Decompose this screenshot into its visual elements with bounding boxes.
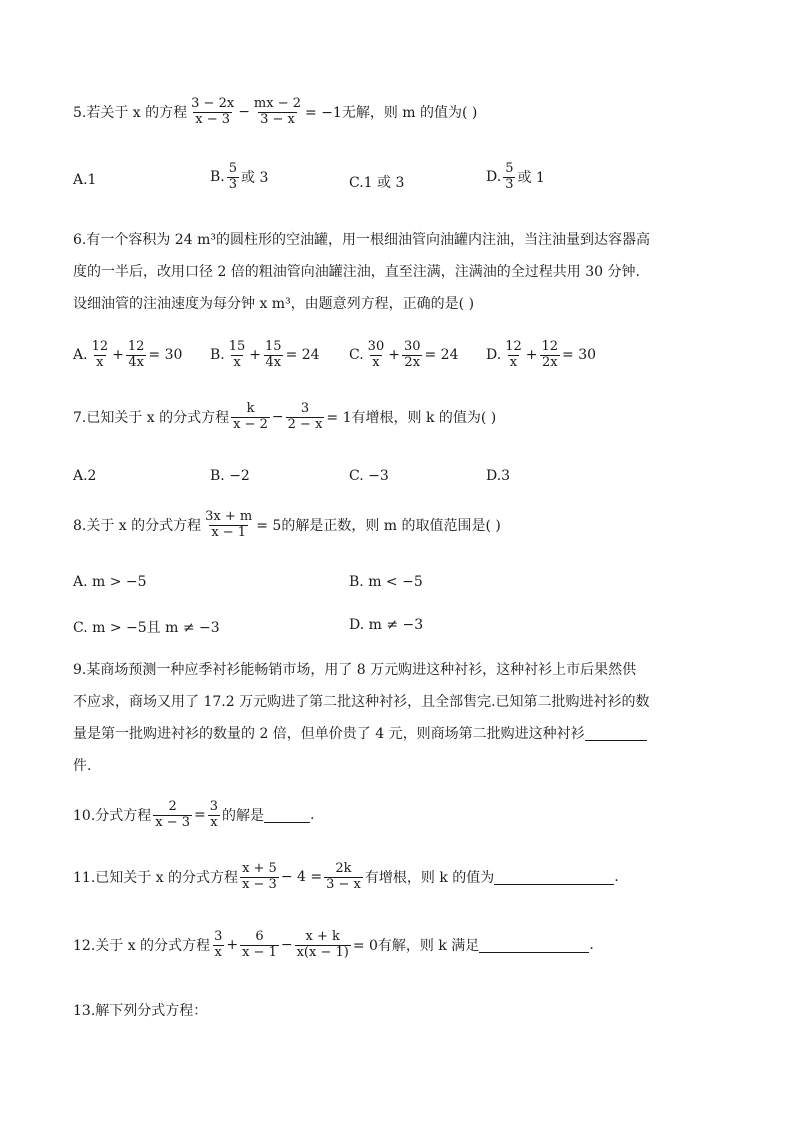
q10-fraction-2: $\frac{3}{x}$ <box>209 799 219 830</box>
question-8: 8.关于 x 的分式方程 $\frac{3x + m}{x - 1}$ = 5的解是正数，则 m 的取值范围是( ) <box>73 509 501 540</box>
q7-option-d: D.3 <box>486 468 511 484</box>
q11-answer-blank[interactable] <box>494 870 614 885</box>
q8-fraction: $\frac{3x + m}{x - 1}$ <box>205 509 253 540</box>
q5-fraction-1: $\frac{3 - 2x}{x - 3}$ <box>191 96 235 127</box>
q7-option-a: A.2 <box>73 468 97 484</box>
q6-line-3: 设细油管的注油速度为每分钟 x m³，由题意列方程，正确的是( ) <box>73 296 475 312</box>
q6-line-2: 度的一半后，改用口径 2 倍的粗油管向油罐注油，直至注满，注满油的全过程共用 30 分钟. <box>73 264 640 280</box>
q10-fraction-1: $\frac{2}{x - 3}$ <box>155 799 191 830</box>
question-10: 10.分式方程 $\frac{2}{x - 3}$ = $\frac{3}{x}$ 的解是 . <box>73 799 315 830</box>
question-7: 7.已知关于 x 的分式方程 $\frac{k}{x - 2}$ − $\frac{3}{2 - x}$ = 1有增根，则 k 的值为( ) <box>73 401 497 432</box>
q5-option-a: A.1 <box>73 172 97 188</box>
q9-line-2: 不应求，商场又用了 17.2 万元购进了第二批这种衬衫，且全部售完.已知第二批购进衬衫的数 <box>73 694 650 710</box>
q7-fraction-2: $\frac{3}{2 - x}$ <box>287 401 323 432</box>
q7-option-c: C. −3 <box>349 468 389 484</box>
q6-option-b: B. $\frac{15}{x}$ + $\frac{15}{4x}$ = 24 <box>210 339 320 370</box>
q5-fraction-2: $\frac{mx - 2}{3 - x}$ <box>253 96 302 127</box>
q6-option-a: A. $\frac{12}{x}$ + $\frac{12}{4x}$ = 30 <box>73 339 183 370</box>
q9-line-4: 件. <box>73 758 92 774</box>
q5-option-c: C.1 或 3 <box>349 175 405 191</box>
q11-fraction-2: $\frac{2k}{3 - x}$ <box>326 861 361 892</box>
q5-tail: = −1无解，则 m 的值为( ) <box>305 105 478 122</box>
q8-option-a: A. m > −5 <box>73 574 147 590</box>
q9-answer-blank[interactable] <box>585 726 647 741</box>
q9-line-3: 量是第一批购进衬衫的数量的 2 倍，但单价贵了 4 元，则商场第二批购进这种衬衫 <box>73 723 647 743</box>
question-11: 11.已知关于 x 的分式方程 $\frac{x + 5}{x - 3}$ − 4 = $\frac{2k}{3 - x}$ 有增根，则 k 的值为 . <box>73 861 619 892</box>
question-13: 13.解下列分式方程： <box>73 1003 208 1019</box>
q12-fraction-1: $\frac{3}{x}$ <box>214 929 223 960</box>
q12-fraction-3: $\frac{x + k}{x(x - 1)}$ <box>296 929 349 960</box>
q8-option-d: D. m ≠ −3 <box>349 617 424 633</box>
q8-option-c: C. m > −5且 m ≠ −3 <box>73 620 220 636</box>
q10-answer-blank[interactable] <box>264 808 310 823</box>
q9-line-1: 9.某商场预测一种应季衬衫能畅销市场，用了 8 万元购进这种衬衫，这种衬衫上市后果然供 <box>73 662 637 678</box>
q12-answer-blank[interactable] <box>479 938 589 953</box>
q5-option-d: D. $\frac{5}{3}$ 或 1 <box>486 161 545 192</box>
q6-option-d: D. $\frac{12}{x}$ + $\frac{12}{2x}$ = 30 <box>486 339 597 370</box>
q5-option-b: B. $\frac{5}{3}$ 或 3 <box>210 161 269 192</box>
q8-option-b: B. m < −5 <box>349 574 423 590</box>
q11-fraction-1: $\frac{x + 5}{x - 3}$ <box>242 861 277 892</box>
question-12: 12.关于 x 的分式方程 $\frac{3}{x}$ + $\frac{6}{x - 1}$ − $\frac{x + k}{x(x - 1)}$ = 0有解，则 k 满足 . <box>73 929 594 960</box>
q12-fraction-2: $\frac{6}{x - 1}$ <box>242 929 277 960</box>
question-5: 5.若关于 x 的方程 $\frac{3 - 2x}{x - 3}$ − $\frac{mx - 2}{3 - x}$ = −1无解，则 m 的值为( ) <box>73 96 478 127</box>
q5-prefix: 5.若关于 x 的方程 <box>73 105 188 122</box>
q7-fraction-1: $\frac{k}{x - 2}$ <box>233 401 268 432</box>
q7-option-b: B. −2 <box>210 468 250 484</box>
q6-option-c: C. $\frac{30}{x}$ + $\frac{30}{2x}$ = 24 <box>349 339 459 370</box>
q6-line-1: 6.有一个容积为 24 m³的圆柱形的空油罐，用一根细油管向油罐内注油，当注油量到达容器高 <box>73 232 650 248</box>
